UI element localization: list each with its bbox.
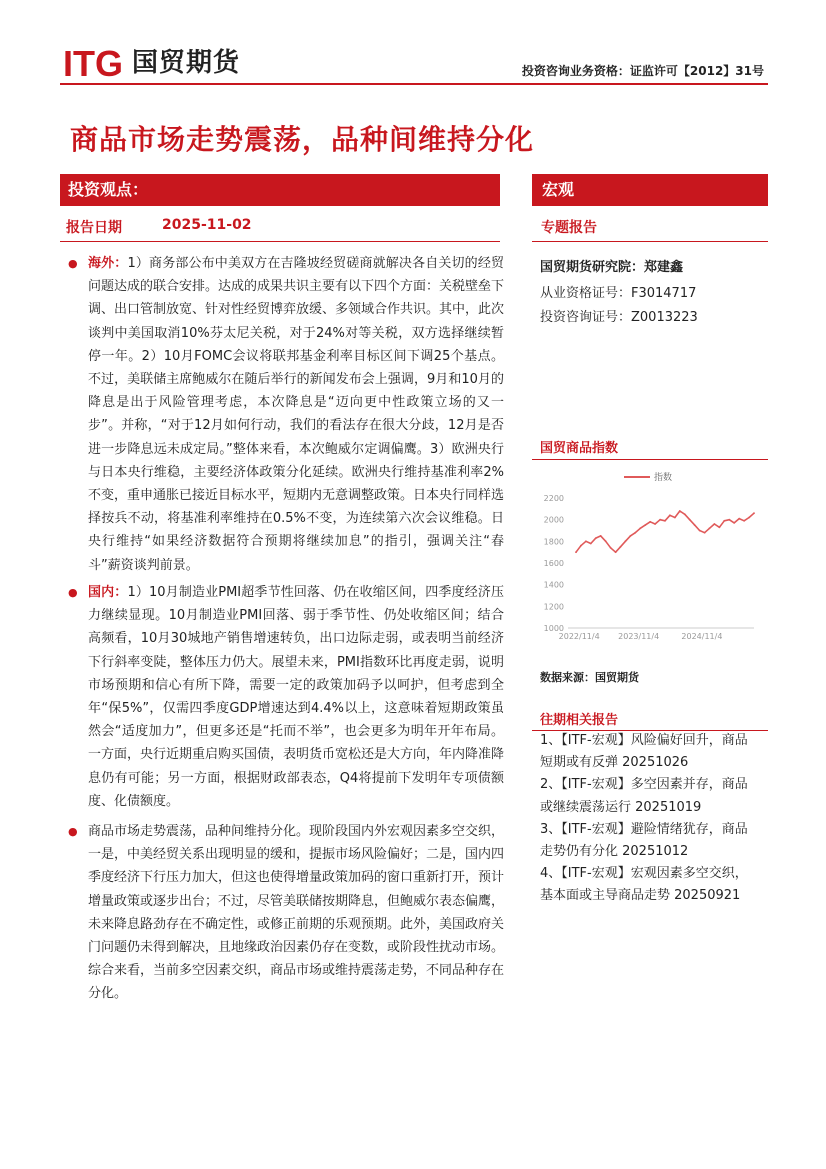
y-tick-label: 1600 bbox=[543, 559, 564, 568]
qualification-text: 投资咨询业务资格：证监许可【2012】31号 bbox=[521, 64, 764, 78]
divider bbox=[532, 241, 768, 242]
paragraph-lead: 国内： bbox=[88, 585, 128, 600]
y-tick-label: 1000 bbox=[543, 624, 564, 633]
index-title: 国贸商品指数 bbox=[540, 441, 619, 456]
data-point bbox=[714, 523, 716, 525]
series-line-index bbox=[576, 511, 754, 552]
paragraph-overseas bbox=[88, 252, 504, 577]
related-report-item: 4、【ITF-宏观】宏观因素多空交织，基本面或主导商品走势 20250921 bbox=[540, 866, 748, 904]
data-source: 数据来源：国贸期货 bbox=[540, 671, 639, 684]
bullet-icon: ● bbox=[68, 825, 78, 838]
data-point bbox=[664, 520, 666, 522]
data-point bbox=[575, 551, 577, 553]
logo-company-name: 国贸期货 bbox=[132, 48, 241, 78]
report-type: 专题报告 bbox=[541, 220, 597, 236]
data-point bbox=[689, 519, 691, 521]
data-point bbox=[719, 526, 721, 528]
y-tick-label: 2200 bbox=[543, 494, 564, 503]
data-point bbox=[753, 512, 755, 514]
related-reports-title: 往期相关报告 bbox=[540, 713, 619, 728]
data-point bbox=[674, 517, 676, 519]
date-label: 报告日期 bbox=[66, 220, 122, 236]
data-point bbox=[630, 535, 632, 537]
divider bbox=[60, 241, 500, 242]
commodity-index-chart bbox=[532, 462, 768, 652]
data-point bbox=[625, 540, 627, 542]
data-point bbox=[679, 510, 681, 512]
data-point bbox=[649, 521, 651, 523]
section-title: 投资观点： bbox=[68, 180, 149, 199]
author: 国贸期货研究院：郑建鑫 bbox=[540, 260, 684, 275]
data-point bbox=[733, 522, 735, 524]
practitioner-cert: 从业资格证号：F3014717 bbox=[540, 286, 697, 301]
data-point bbox=[723, 520, 725, 522]
data-point bbox=[684, 513, 686, 515]
data-point bbox=[748, 517, 750, 519]
section-title: 宏观 bbox=[542, 180, 575, 199]
data-point bbox=[615, 551, 617, 553]
data-point bbox=[605, 540, 607, 542]
chart-svg bbox=[532, 462, 768, 652]
advisory-cert: 投资咨询证号：Z0013223 bbox=[540, 310, 698, 325]
data-point bbox=[639, 527, 641, 529]
bullet-icon: ● bbox=[68, 586, 78, 599]
data-point bbox=[580, 545, 582, 547]
divider bbox=[532, 459, 768, 460]
data-point bbox=[654, 523, 656, 525]
date-value: 2025-11-02 bbox=[162, 217, 252, 233]
x-tick-label: 2022/11/4 bbox=[558, 632, 600, 641]
data-point bbox=[704, 532, 706, 534]
data-point bbox=[699, 530, 701, 532]
data-point bbox=[595, 537, 597, 539]
data-point bbox=[585, 540, 587, 542]
data-point bbox=[738, 518, 740, 520]
paragraph-text: 商品市场走势震荡，品种间维持分化。现阶段国内外宏观因素多空交织，一是，中美经贸关系出现明显的缓和，提振市场风险偏好；二是，国内四季度经济下行压力加大，但这也使得增量政策加码的窗口重新打开，预计增量政策或逐步出台；不过，尽管美联储按期降息，但鲍威尔表态偏鹰，未来降息路劲存在不确定性，或修正前期的乐观预期。此外，美国政府关门问题仍未得到解决，且地缘政治因素仍存在变数，或阶段性扰动市场。综合来看，当前多空因素交织，商品市场或维持震荡走势，不同品种存在分化。 bbox=[88, 824, 505, 1002]
data-point bbox=[610, 547, 612, 549]
bullet-icon: ● bbox=[68, 257, 78, 270]
paragraph-domestic bbox=[88, 581, 504, 813]
section-bar-macro bbox=[532, 174, 768, 206]
data-point bbox=[634, 532, 636, 534]
x-tick-label: 2024/11/4 bbox=[681, 632, 723, 641]
page-title: 商品市场走势震荡，品种间维持分化 bbox=[70, 123, 535, 156]
data-point bbox=[644, 524, 646, 526]
paragraph-text: 1）商务部公布中美双方在吉隆坡经贸磋商就解决各自关切的经贸问题达成的联合安排。达成的成果共识主要有以下四个方面：关税壁垒下调、出口管制放宽、针对性经贸博弈放缓、多领域合作共识。其中，此次谈判中美国取消10%芬太尼关税，对于24%对等关税，双方选择继续暂停一年。2）10月FOMC会议将联邦基金利率目标区间下调25个基点。不过，美联储主席鲍威尔在随后举行的新闻发布会上强调，9月和10月的降息是出于风险管理考虑，本次降息是“迈向更中性政策立场的又一步”。并称，“对于12月如何行动，我们的看法存在很大分歧，12月是否进一步降息远未成定局。”整体来看，本次鲍威尔定调偏鹰。3）欧洲央行与日本央行维稳，主要经济体政策分化延续。欧洲央行维持基准利率2%不变，重申通胀已接近目标水平，短期内无意调整政策。日本央行同样选择按兵不动，将基准利率维持在0.5%不变，为连续第六次会议维稳。日央行维持“如果经济数据符合预期将继续加息”的指引，强调关注“春斗”薪资谈判前景。 bbox=[88, 256, 505, 573]
data-point bbox=[659, 519, 661, 521]
related-report-item: 2、【ITF-宏观】多空因素并存，商品或继续震荡运行 20251019 bbox=[540, 777, 748, 815]
data-point bbox=[709, 527, 711, 529]
logo-itg: ITG bbox=[63, 43, 123, 84]
data-point bbox=[694, 524, 696, 526]
paragraph-lead: 海外： bbox=[88, 256, 128, 271]
related-reports-list bbox=[540, 730, 758, 908]
paragraph-text: 1）10月制造业PMI超季节性回落、仍在收缩区间，四季度经济压力继续显现。10月制造业PMI回落、弱于季节性、仍处收缩区间；结合高频看，10月30城地产销售增速转负，出口边际走弱，或表明当前经济下行斜率变陡，整体压力仍大。展望未来，PMI指数环比再度走弱，说明市场预期和信心有所下降，需要一定的政策加码予以呵护，但考虑到全年“保5%”，仅需四季度GDP增速达到4.4%以上，这意味着短期政策虽然会“适度加力”，但更多还是“托而不举”，也会更多为明年开年布局。一方面，央行近期重启购买国债，表明货币宽松还是大方向，年内降准降息仍有可能；另一方面，根据财政部表态，Q4将提前下发明年专项债额度、化债额度。 bbox=[88, 585, 505, 809]
related-report-item: 1、【ITF-宏观】风险偏好回升，商品短期或有反弹 20251026 bbox=[540, 733, 748, 771]
data-point bbox=[600, 535, 602, 537]
x-tick-label: 2023/11/4 bbox=[618, 632, 660, 641]
data-point bbox=[728, 519, 730, 521]
data-point bbox=[590, 543, 592, 545]
data-point bbox=[743, 520, 745, 522]
data-point bbox=[669, 514, 671, 516]
legend-label: 指数 bbox=[654, 473, 673, 483]
y-tick-label: 1400 bbox=[543, 580, 564, 590]
header-rule bbox=[60, 83, 768, 85]
data-point bbox=[620, 546, 622, 548]
y-tick-label: 1200 bbox=[543, 602, 564, 612]
y-tick-label: 2000 bbox=[543, 515, 564, 525]
section-bar-investment-view bbox=[60, 174, 500, 206]
y-tick-label: 1800 bbox=[543, 537, 564, 547]
related-report-item: 3、【ITF-宏观】避险情绪犹存，商品走势仍有分化 20251012 bbox=[540, 821, 748, 860]
paragraph-market bbox=[88, 820, 504, 1006]
